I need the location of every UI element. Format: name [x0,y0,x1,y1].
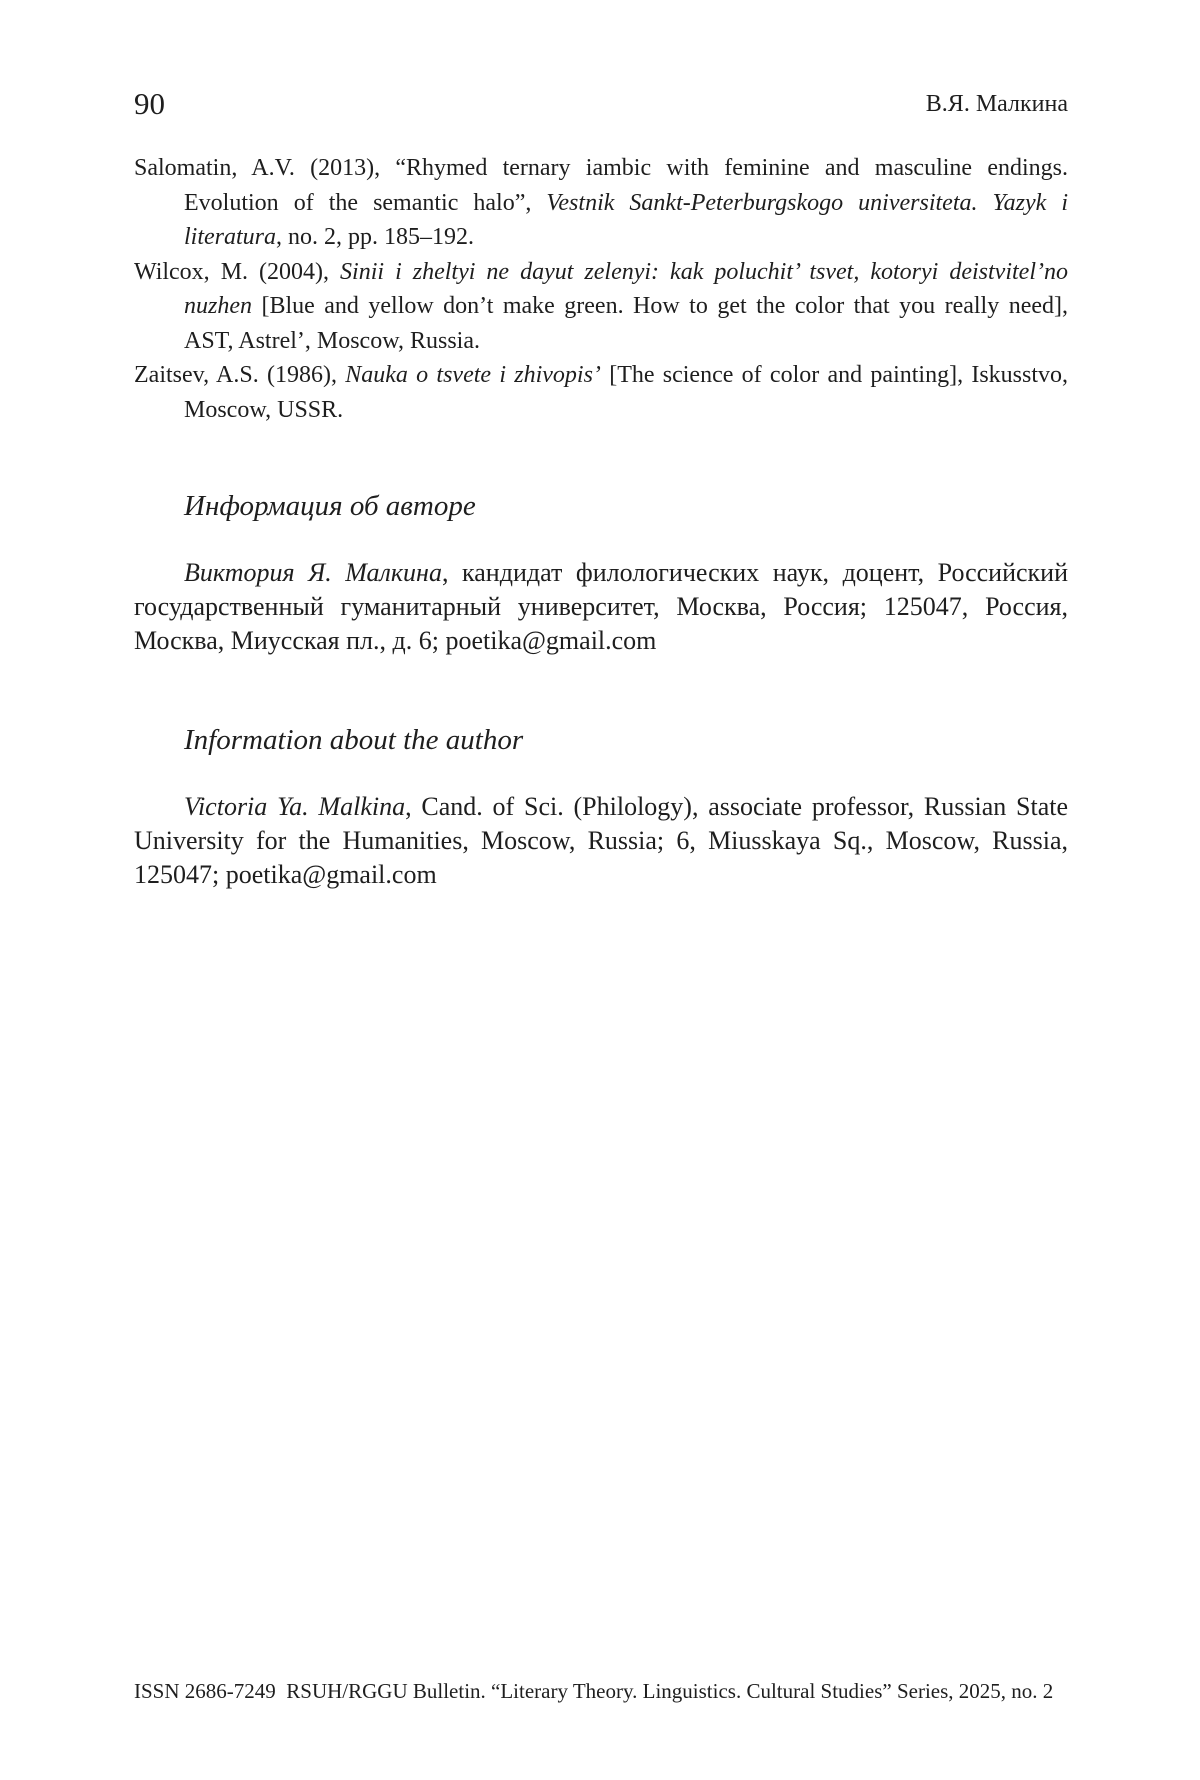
author-details-en: , Cand. of Sci. (Philology), associate professor, Russian State University for the Humanities, Moscow, Russia; 6, Miusskaya Sq., Moscow, Russia, 125047; poetika@gmail.com [134,792,1068,889]
author-details-ru: , кандидат филологических наук, доцент, Российский государственный гуманитарный университет, Москва, Россия; 125047, Россия, Москва, Миусская пл., д. 6; poetika@gmail.com [134,558,1068,655]
reference-italic-title: Nauka o tsvete i zhivopis’ [345,362,601,388]
reference-entry [134,151,1068,255]
reference-entry [134,255,1068,359]
journal-page [134,0,1068,1780]
reference-tail: [Blue and yellow don’t make green. How to get the color that you really need], AST, Astrel’, Moscow, Russia. [184,293,1068,354]
author-name-ru: Виктория Я. Малкина [184,558,442,587]
page-number: 90 [134,86,165,122]
reference-tail: [The science of color and painting], Iskusstvo, Moscow, USSR. [184,362,1068,423]
reference-lead: Salomatin, A.V. (2013), “Rhymed ternary iambic with feminine and masculine endings. Evolution of the semantic halo”, [134,155,1068,216]
author-name-en: Victoria Ya. Malkina [184,792,405,821]
author-info-en [134,790,1068,892]
footer-issn: ISSN 2686-7249 [134,1679,276,1703]
reference-italic-title: Sinii i zheltyi ne dayut zelenyi: kak poluchit’ tsvet, kotoryi deistvitel’no nuzhen [184,259,1068,320]
reference-lead: Wilcox, M. (2004), [134,259,340,285]
reference-list [134,151,1068,427]
author-info-heading-ru: Информация об авторе [184,490,476,523]
author-info-ru [134,556,1068,658]
page-footer [134,1679,1068,1704]
running-head [134,86,1068,126]
reference-tail: , no. 2, pp. 185–192. [276,224,474,250]
footer-journal: RSUH/RGGU Bulletin. “Literary Theory. Linguistics. Cultural Studies” Series, 2025, no. 2 [286,1679,1053,1703]
author-info-heading-en: Information about the author [184,724,523,757]
running-author: В.Я. Малкина [926,91,1068,118]
reference-entry [134,358,1068,427]
reference-lead: Zaitsev, A.S. (1986), [134,362,345,388]
reference-italic-title: Vestnik Sankt-Peterburgskogo universiteta. Yazyk i literatura [184,190,1068,251]
